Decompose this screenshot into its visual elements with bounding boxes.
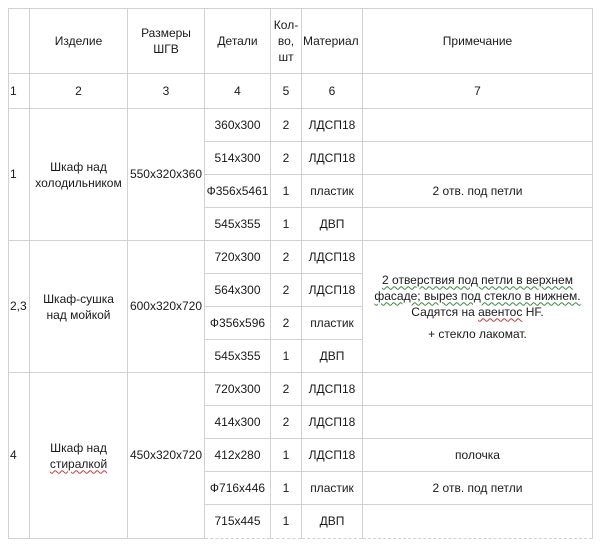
- item-number: 4: [9, 373, 30, 539]
- column-number: 6: [302, 74, 363, 109]
- header-product: Изделие: [30, 9, 128, 74]
- detail-material: ЛДСП18: [302, 373, 363, 406]
- detail-material: ЛДСП18: [302, 274, 363, 307]
- header-note: Примечание: [363, 9, 593, 74]
- header-material: Материал: [302, 9, 363, 74]
- detail-size: Ф716x446: [205, 472, 271, 505]
- column-number: 2: [30, 74, 128, 109]
- spec-table: [8, 8, 593, 539]
- detail-note: [363, 505, 593, 539]
- product-size: 450x320x720: [128, 373, 205, 539]
- group-note: [363, 241, 593, 373]
- detail-material: пластик: [302, 175, 363, 208]
- detail-size: 715x445: [205, 505, 271, 539]
- detail-material: ЛДСП18: [302, 142, 363, 175]
- header-qty: Кол- во, шт: [271, 9, 302, 74]
- detail-size: 720x300: [205, 241, 271, 274]
- detail-size: 720x300: [205, 373, 271, 406]
- header-row: [9, 9, 593, 74]
- column-numbers-row: [9, 74, 593, 109]
- detail-note: [363, 142, 593, 175]
- detail-note: [363, 109, 593, 142]
- product-size: 550x320x360: [128, 109, 205, 241]
- header-details: Детали: [205, 9, 271, 74]
- detail-qty: 2: [271, 241, 302, 274]
- detail-material: ДВП: [302, 208, 363, 241]
- detail-qty: 2: [271, 406, 302, 439]
- product-name: Шкаф-сушка над мойкой: [30, 241, 128, 373]
- detail-size: Ф356x5461: [205, 175, 271, 208]
- note-line: фасаде; вырез под стекло в нижнем.: [374, 288, 581, 303]
- column-number: 5: [271, 74, 302, 109]
- detail-qty: 2: [271, 109, 302, 142]
- detail-size: 360x300: [205, 109, 271, 142]
- table-row: [9, 109, 593, 142]
- detail-material: ДВП: [302, 340, 363, 373]
- detail-qty: 1: [271, 340, 302, 373]
- detail-qty: 1: [271, 472, 302, 505]
- column-number: 7: [363, 74, 593, 109]
- detail-size: Ф356x596: [205, 307, 271, 340]
- table-row: [9, 373, 593, 406]
- detail-qty: 1: [271, 208, 302, 241]
- detail-material: ЛДСП18: [302, 109, 363, 142]
- product-size: 600x320x720: [128, 241, 205, 373]
- detail-note: 2 отв. под петли: [363, 472, 593, 505]
- column-number: 1: [9, 74, 30, 109]
- header-index-cell: [9, 9, 30, 74]
- detail-qty: 1: [271, 439, 302, 472]
- detail-qty: 2: [271, 142, 302, 175]
- detail-note: [363, 208, 593, 241]
- detail-material: пластик: [302, 307, 363, 340]
- table-row: [9, 241, 593, 274]
- product-name: Шкаф над холодильником: [30, 109, 128, 241]
- item-number: 2,3: [9, 241, 30, 373]
- note-line: 2 отверствия под петли в верхнем: [382, 272, 573, 287]
- detail-material: пластик: [302, 472, 363, 505]
- detail-qty: 2: [271, 307, 302, 340]
- detail-qty: 2: [271, 274, 302, 307]
- detail-note: [363, 373, 593, 406]
- note-line: + стекло лакомат.: [428, 326, 527, 341]
- detail-material: ЛДСП18: [302, 241, 363, 274]
- detail-note: [363, 406, 593, 439]
- detail-size: 414x300: [205, 406, 271, 439]
- detail-note: 2 отв. под петли: [363, 175, 593, 208]
- detail-size: 564x300: [205, 274, 271, 307]
- detail-size: 545x355: [205, 208, 271, 241]
- detail-size: 545x355: [205, 340, 271, 373]
- product-name: Шкаф над стиралкой: [30, 373, 128, 539]
- detail-material: ЛДСП18: [302, 439, 363, 472]
- detail-note: полочка: [363, 439, 593, 472]
- column-number: 3: [128, 74, 205, 109]
- detail-qty: 2: [271, 373, 302, 406]
- detail-size: 514x300: [205, 142, 271, 175]
- header-size: Размеры ШГВ: [128, 9, 205, 74]
- detail-qty: 1: [271, 175, 302, 208]
- item-number: 1: [9, 109, 30, 241]
- detail-material: ЛДСП18: [302, 406, 363, 439]
- note-line: Садятся на авентос HF.: [411, 304, 544, 319]
- column-number: 4: [205, 74, 271, 109]
- detail-qty: 1: [271, 505, 302, 539]
- detail-size: 412x280: [205, 439, 271, 472]
- detail-material: ДВП: [302, 505, 363, 539]
